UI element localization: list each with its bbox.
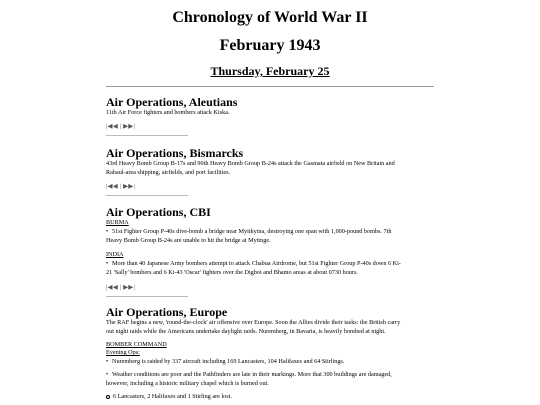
nav-links (106, 182, 135, 190)
list-item-text: Nuremberg is raided by 337 aircraft including 169 Lancasters, 104 Halifaxes and 64 Stirlings. (112, 358, 345, 365)
section-text-bismarcks-1: 43rd Heavy Bomb Group B-17s and 90th Heavy Bomb Group B-24s attack the Gasmata airfield on New Britain and (106, 160, 395, 167)
nav-separator: | (119, 284, 122, 291)
previous-link[interactable]: |◀◀ (106, 183, 118, 190)
section-divider (106, 296, 188, 297)
section-divider (106, 135, 188, 136)
list-item-text: 6 Lancasters, 2 Halifaxes and 1 Stirling are lost. (113, 393, 232, 400)
bullet-icon: • (106, 358, 109, 365)
month-heading: February 1943 (219, 37, 321, 54)
list-item (106, 357, 434, 367)
list-item-continuation: however, including a historic military chapel which is burned out. (106, 380, 269, 387)
date-heading: Thursday, February 25 (210, 64, 330, 78)
section-text-aleutians: 11th Air Force fighters and bombers attack Kiska. (106, 109, 230, 116)
section-title-bismarcks: Air Operations, Bismarcks (106, 146, 244, 160)
subheading-india: INDIA (106, 251, 124, 258)
next-link[interactable]: ▶▶| (123, 284, 135, 291)
previous-link[interactable]: |◀◀ (106, 284, 118, 291)
list-item-continuation: 21 'Sally' bombers and 6 Ki-43 'Oscar' fighters over the Digboi and Bhamo areas at about 0730 hours. (106, 269, 358, 276)
circle-bullet-icon (106, 395, 110, 399)
subheading-burma: BURMA (106, 219, 129, 226)
section-text-europe-1: The RAF begins a new, 'round-the-clock' air offensive over Europe. Soon the Allies divide their tasks: the British carry (106, 319, 401, 326)
page-title: Chronology of World War II (172, 9, 368, 26)
section-title-europe: Air Operations, Europe (106, 305, 228, 319)
list-item-continuation: Heavy Bomb Group B-24s are unable to hit the bridge at Myitnge. (106, 237, 271, 244)
next-link[interactable]: ▶▶| (123, 183, 135, 190)
subheading-evening-ops: Evening Ops: (106, 349, 140, 356)
nav-separator: | (119, 123, 122, 130)
bullet-icon: • (106, 228, 109, 235)
section-text-europe-2: out night raids while the Americans undertake daylight raids. Nuremberg, in Bavaria, is heavily bombed at night. (106, 328, 386, 335)
subheading-bomber-command: BOMBER COMMAND (106, 341, 167, 348)
previous-link[interactable]: |◀◀ (106, 123, 118, 130)
bullet-icon: • (106, 260, 109, 267)
section-text-bismarcks-2: Rabaul-area shipping, airfields, and port facilities. (106, 169, 231, 176)
list-item-text: 51st Fighter Group P-40s dive-bomb a bridge near Myitkyina, destroying one span with 1,000-pound bombs. 7th (112, 228, 392, 235)
nav-links (106, 283, 135, 291)
list-item (106, 392, 434, 402)
header-divider (106, 86, 434, 87)
bullet-icon: • (106, 371, 109, 378)
next-link[interactable]: ▶▶| (123, 123, 135, 130)
nav-links (106, 122, 135, 130)
section-title-cbi: Air Operations, CBI (106, 205, 211, 219)
section-divider (106, 195, 188, 196)
nav-separator: | (119, 183, 122, 190)
section-title-aleutians: Air Operations, Aleutians (106, 95, 238, 109)
list-item-text: More than 40 Japanese Army bombers attempt to attack Chabua Airdrome, but 51st Fighter Group P-40s down 6 Ki- (112, 260, 401, 267)
list-item-text: Weather conditions are poor and the Pathfinders are late in their markings. More that 300 buildings are damaged, (112, 371, 392, 378)
